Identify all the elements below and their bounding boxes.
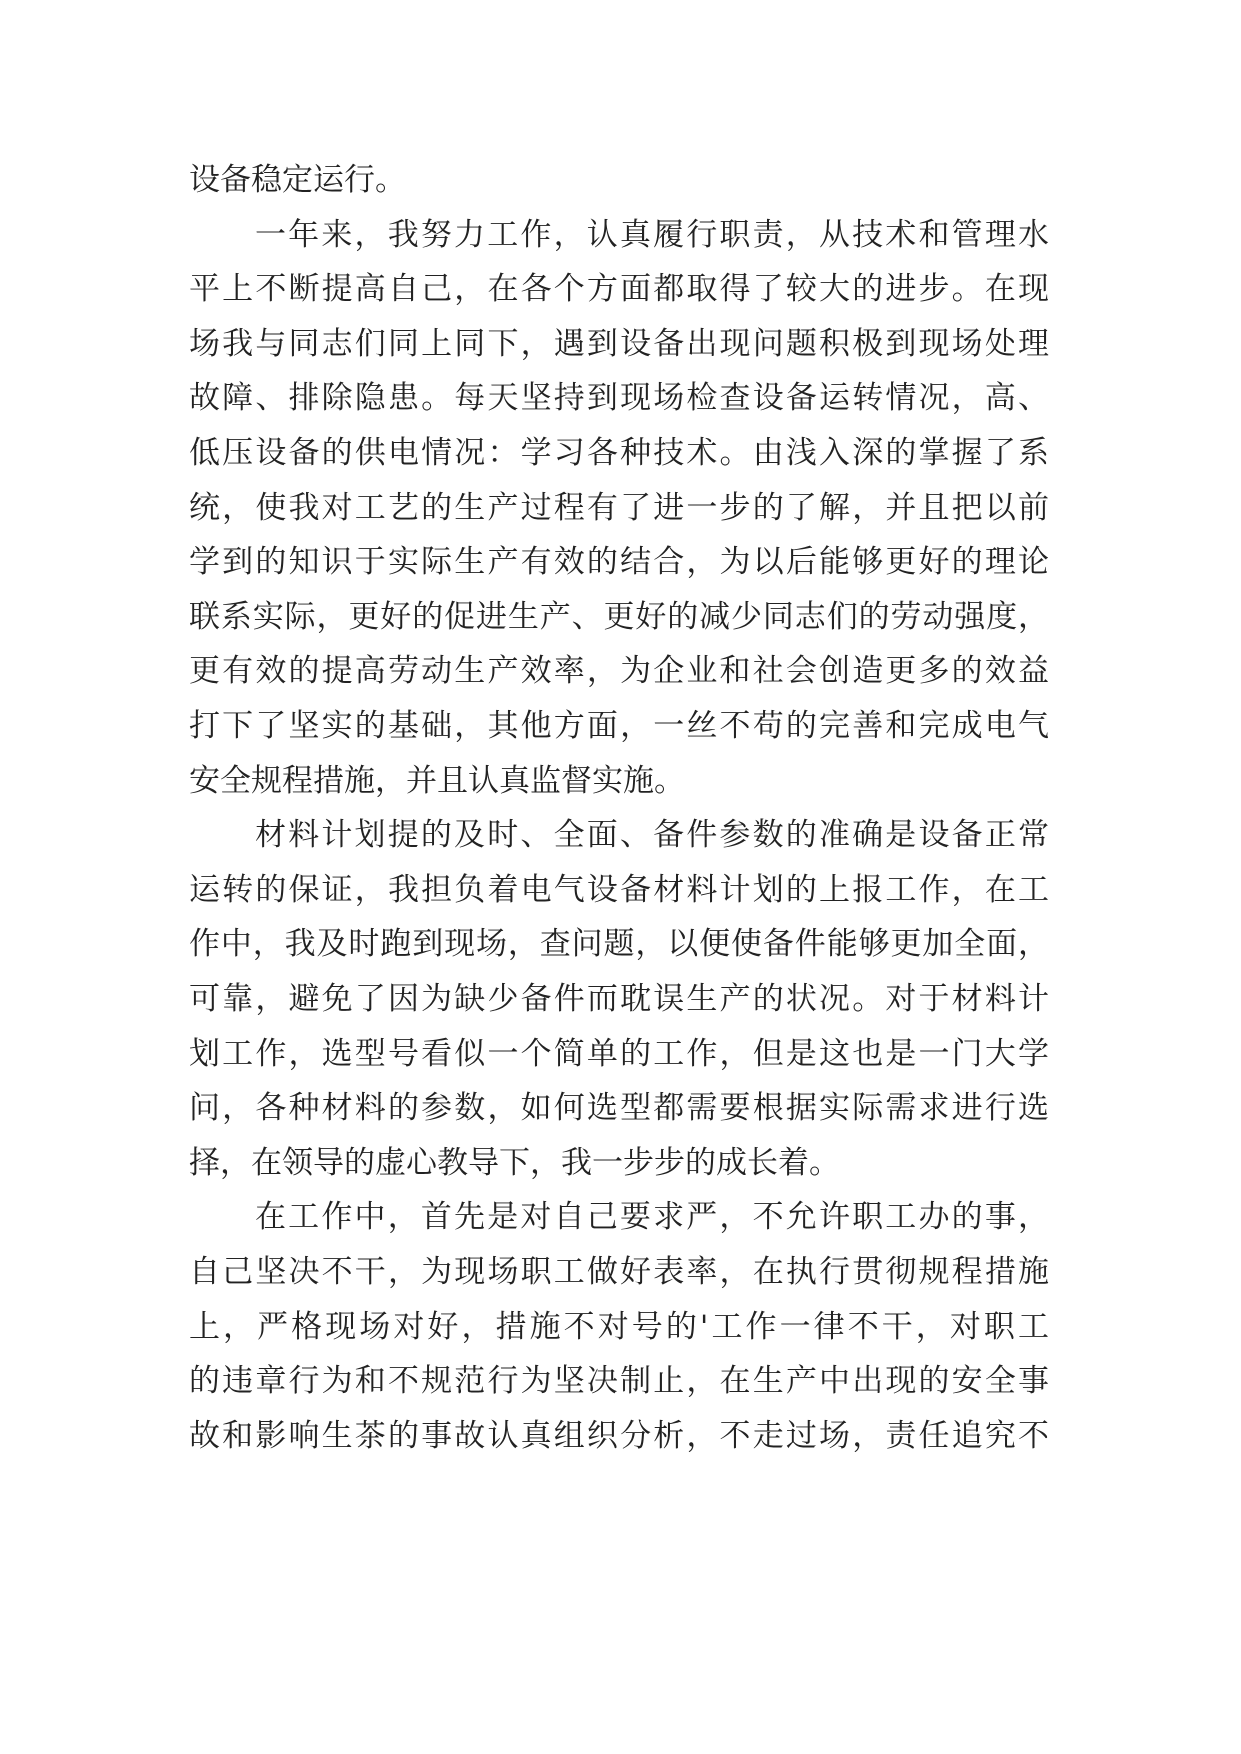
text-line: 更有效的提高劳动生产效率，为企业和社会创造更多的效益: [189, 653, 1049, 690]
text-line: 作中，我及时跑到现场，查问题，以便使备件能够更加全面，: [189, 926, 1049, 963]
text-line: 的违章行为和不规范行为坚决制止，在生产中出现的安全事: [189, 1363, 1049, 1400]
text-line: 划工作，选型号看似一个简单的工作，但是这也是一门大学: [189, 1035, 1049, 1072]
text-line: 材料计划提的及时、全面、备件参数的准确是设备正常: [255, 817, 1049, 854]
text-line: 低压设备的供电情况：学习各种技术。由浅入深的掌握了系: [189, 435, 1049, 471]
text-line: 打下了坚实的基础，其他方面，一丝不苟的完善和完成电气: [189, 708, 1049, 744]
text-line: 设备稳定运行。: [189, 162, 406, 198]
text-line: 平上不断提高自己，在各个方面都取得了较大的进步。在现: [189, 271, 1049, 308]
text-line: 问，各种材料的参数，如何选型都需要根据实际需求进行选: [189, 1090, 1049, 1127]
text-line: 运转的保证，我担负着电气设备材料计划的上报工作，在工: [189, 871, 1049, 908]
text-line: 学到的知识于实际生产有效的结合，为以后能够更好的理论: [189, 544, 1049, 581]
text-line: 故和影响生茶的事故认真组织分析，不走过场，责任追究不: [189, 1417, 1049, 1454]
text-line: 场我与同志们同上同下，遇到设备出现问题积极到现场处理: [189, 325, 1049, 362]
text-line: 安全规程措施，并且认真监督实施。: [189, 762, 685, 799]
text-line: 故障、排除隐患。每天坚持到现场检查设备运转情况，高、: [189, 380, 1049, 417]
text-line: 一年来，我努力工作，认真履行职责，从技术和管理水: [255, 216, 1049, 253]
text-line: 上，严格现场对好，措施不对号的'工作一律不干，对职工: [189, 1308, 1049, 1345]
text-line: 联系实际，更好的促进生产、更好的减少同志们的劳动强度，: [189, 598, 1049, 635]
text-line: 可靠，避免了因为缺少备件而耽误生产的状况。对于材料计: [189, 981, 1049, 1017]
text-line: 择，在领导的虚心教导下，我一步步的成长着。: [189, 1144, 840, 1181]
text-line: 自己坚决不干，为现场职工做好表率，在执行贯彻规程措施: [189, 1254, 1049, 1290]
text-line: 在工作中，首先是对自己要求严，不允许职工办的事，: [255, 1199, 1049, 1236]
text-line: 统，使我对工艺的生产过程有了进一步的了解，并且把以前: [189, 489, 1049, 526]
